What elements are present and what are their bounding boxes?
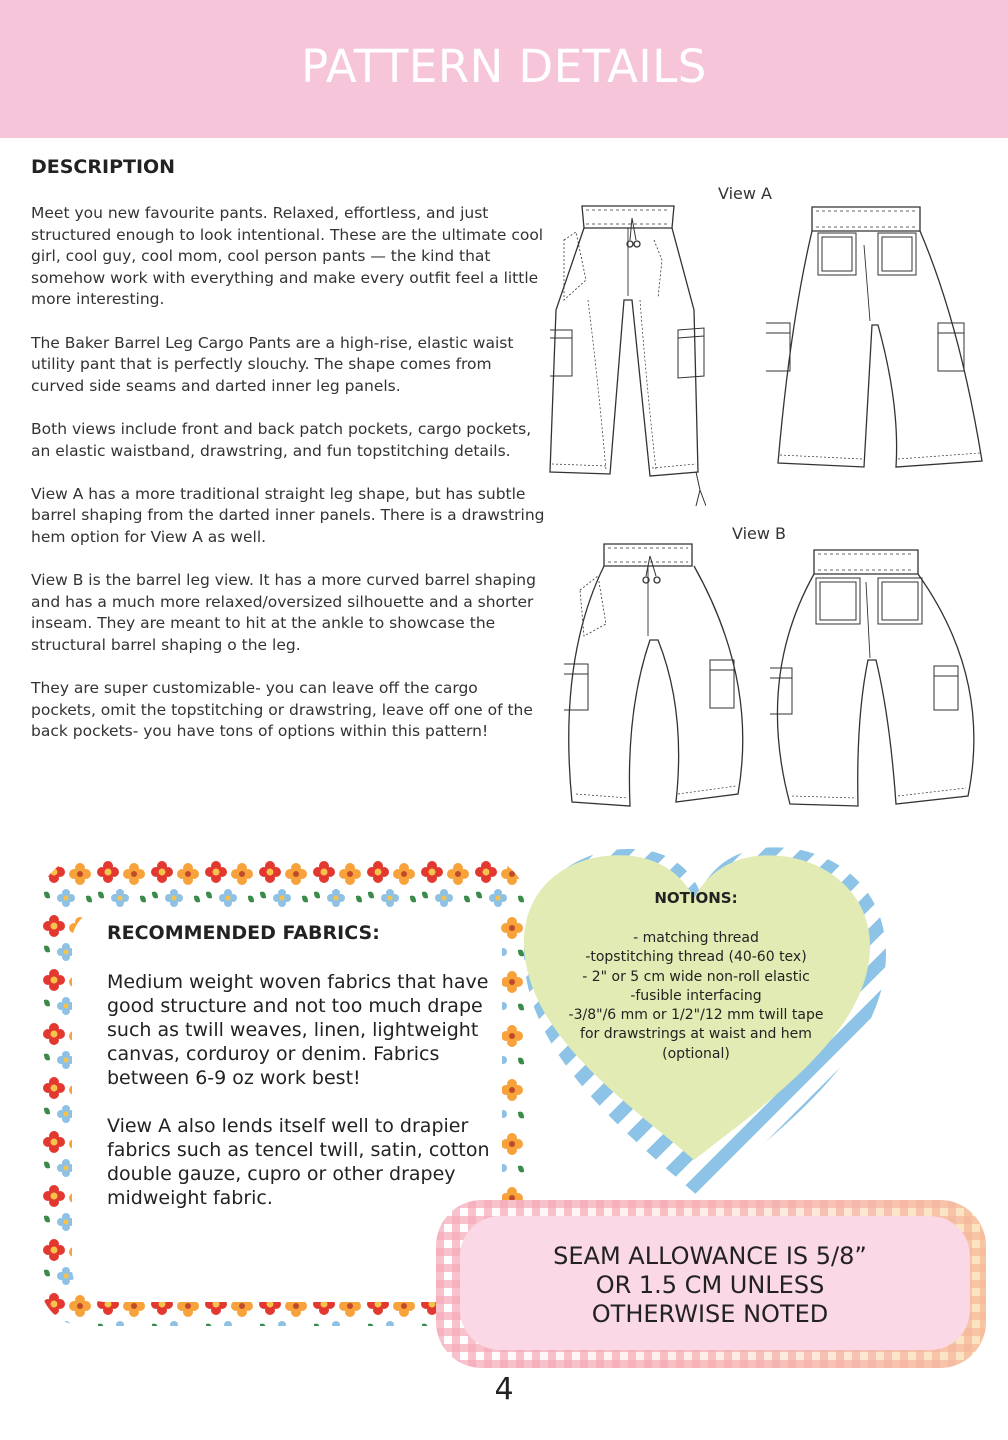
view-a-front-illustration <box>546 200 706 512</box>
notions-item: -topstitching thread (40-60 tex) <box>585 949 807 966</box>
description-heading: DESCRIPTION <box>31 156 176 178</box>
fabrics-paragraph: View A also lends itself well to drapier fabrics such as tencel twill, satin, cotton double gauze, cupro or other drapey midweight fabric. <box>107 1115 490 1209</box>
description-paragraph: View A has a more traditional straight leg shape, but has subtle barrel shaping from the darted inner panels. There is a drawstring hem option for View A as well. <box>31 484 545 546</box>
description-paragraph: View B is the barrel leg view. It has a more curved barrel shaping and has a much more relaxed/oversized silhouette and a shorter inseam. They are meant to hit at the ankle to showcase the structural barrel shaping o the leg. <box>31 571 536 654</box>
header-banner <box>0 0 1008 138</box>
notions-list <box>560 929 832 1064</box>
view-b-front-illustration <box>562 540 762 812</box>
description-body <box>31 203 546 764</box>
description-paragraph: Both views include front and back patch pockets, cargo pockets, an elastic waistband, drawstring, and fun topstitching details. <box>31 419 532 460</box>
seam-line: OR 1.5 CM UNLESS <box>595 1271 825 1299</box>
seam-allowance-note <box>520 1242 900 1329</box>
description-paragraph: They are super customizable- you can leave off the cargo pockets, omit the topstitching or drawstring, leave off one of the back pockets- you have tons of options within this pattern! <box>31 679 533 741</box>
fabrics-paragraph: Medium weight woven fabrics that have good structure and not too much drape such as twill weaves, linen, lightweight canvas, corduroy or denim. Fabrics between 6-9 oz work best! <box>107 971 489 1089</box>
description-paragraph: Meet you new favourite pants. Relaxed, effortless, and just structured enough to look intentional. These are the ultimate cool girl, cool guy, cool mom, cool person pants — the kind that somehow work with everything and make every outfit feel a little more interesting. <box>31 204 544 309</box>
seam-line: SEAM ALLOWANCE IS 5/8” <box>553 1242 867 1270</box>
notions-item: - 2" or 5 cm wide non-roll elastic <box>582 968 810 985</box>
notions-item: -3/8"/6 mm or 1/2"/12 mm twill tape for drawstrings at waist and hem (optional) <box>568 1007 824 1062</box>
page-number: 4 <box>494 1372 514 1407</box>
view-b-back-illustration <box>766 548 986 810</box>
view-b-label: View B <box>732 524 787 543</box>
notions-title: NOTIONS: <box>654 889 738 907</box>
page-title: PATTERN DETAILS <box>301 40 707 93</box>
view-a-back-illustration <box>760 205 985 475</box>
fabrics-title: RECOMMENDED FABRICS: <box>107 922 380 944</box>
fabrics-body <box>107 970 492 1234</box>
notions-item: - matching thread <box>633 930 759 946</box>
description-paragraph: The Baker Barrel Leg Cargo Pants are a high-rise, elastic waist utility pant that is perfectly slouchy. The shape comes from curved side seams and darted inner leg panels. <box>31 333 514 395</box>
notions-item: -fusible interfacing <box>630 987 762 1004</box>
view-a-label: View A <box>718 184 772 203</box>
seam-line: OTHERWISE NOTED <box>591 1300 829 1328</box>
